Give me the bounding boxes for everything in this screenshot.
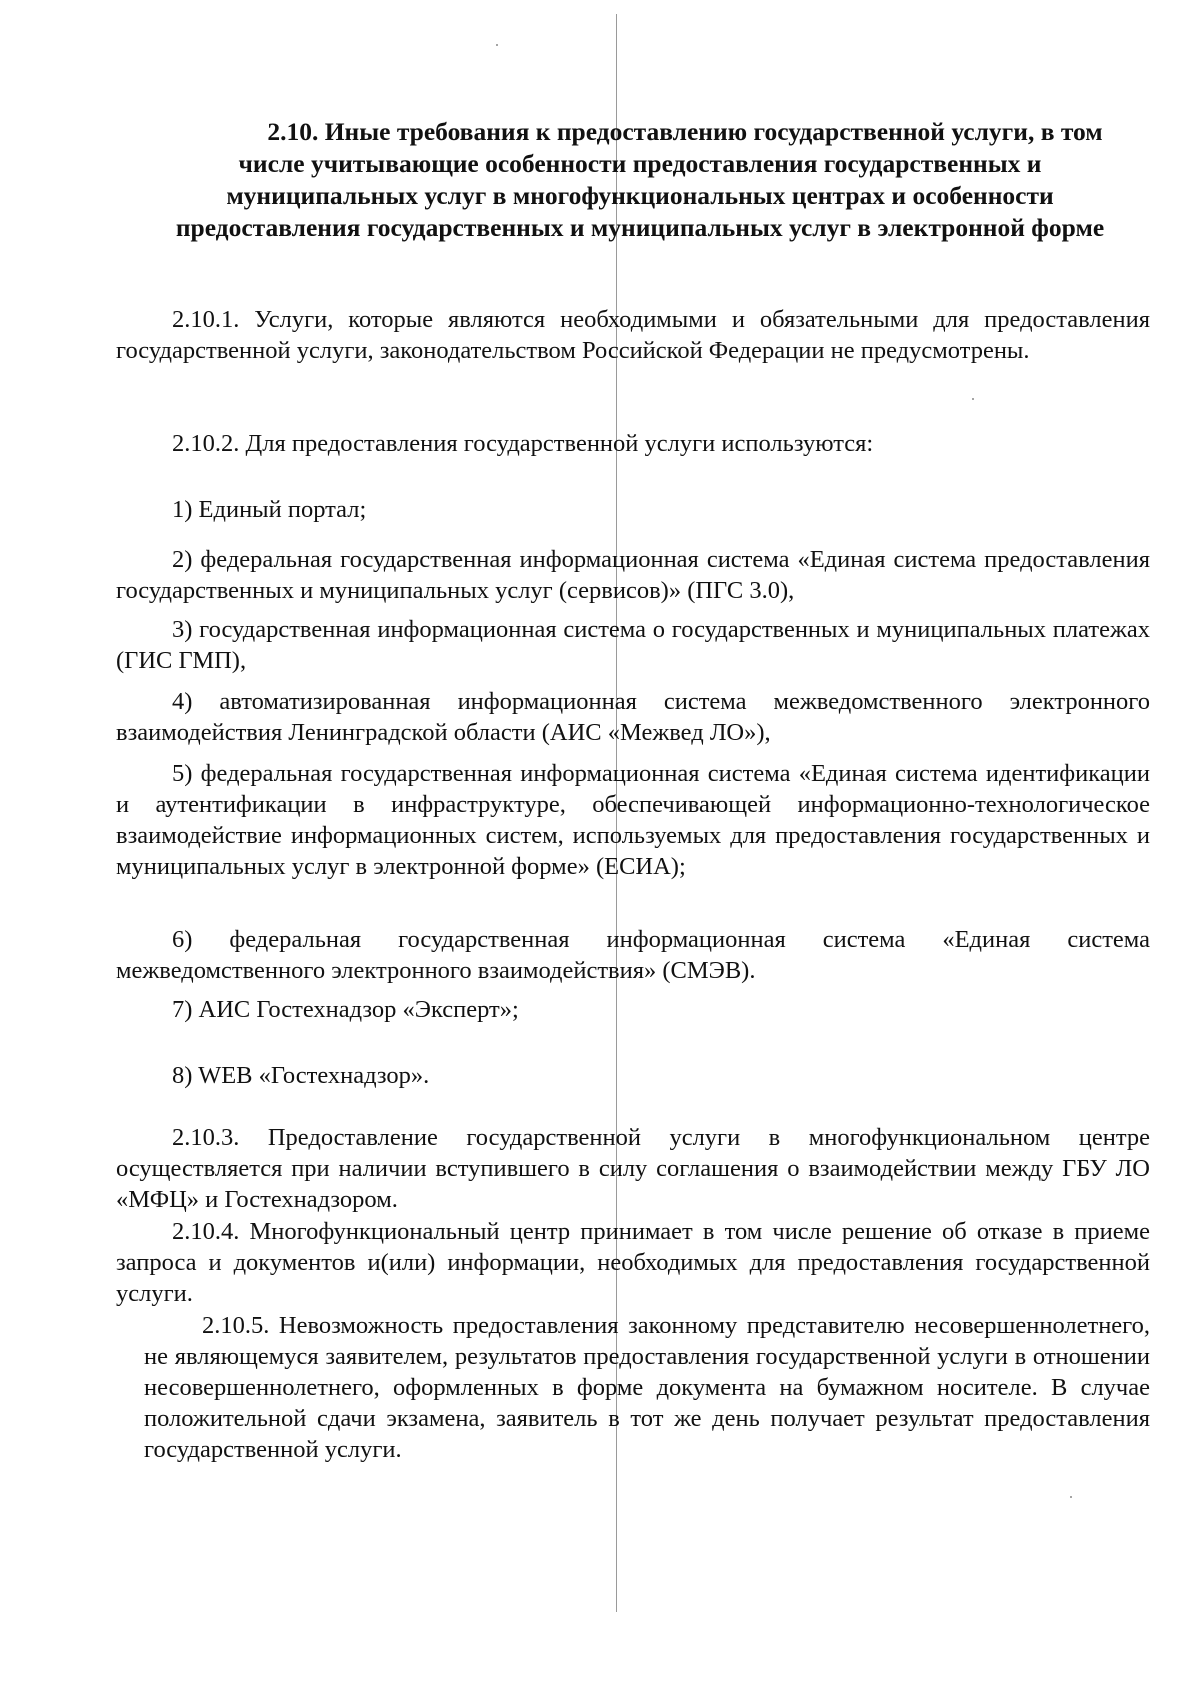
list-item-4: 4) автоматизированная информационная система межведомственного электронного взаимодействия Ленинградской области (АИС «Межвед ЛО»), [116,688,1150,746]
scan-speck [972,398,974,400]
paragraph-2-10-3: 2.10.3. Предоставление государственной услуги в многофункциональном центре осуществляется при наличии вступившего в силу соглашения о взаимодействии между ГБУ ЛО «МФЦ» и Гостехнадзором. [116,1124,1150,1213]
paragraph-2-10-5: 2.10.5. Невозможность предоставления законному представителю несовершеннолетнего, не являющемуся заявителем, результатов предоставления государственной услуги в отношении несовершеннолетнего, оформленных в форме документа на бумажном носителе. В случае положительной сдачи экзамена, заявитель в тот же день получает результат предоставления государственной услуги. [144,1312,1150,1463]
list-item-1: 1) Единый портал; [172,496,367,523]
list-item-6: 6) федеральная государственная информационная система «Единая система межведомственного электронного взаимодействия» (СМЭВ). [116,926,1150,984]
paragraph-2-10-4: 2.10.4. Многофункциональный центр принимает в том числе решение об отказе в приеме запроса и документов и(или) информации, необходимых для предоставления государственной услуги. [116,1218,1150,1307]
list-item-8: 8) WEB «Гостехнадзор». [172,1062,430,1089]
scan-speck [496,44,498,46]
section-heading-rest: числе учитывающие особенности предоставления государственных и муниципальных услуг в многофункциональных центрах и особенности предоставления государственных и муниципальных услуг в электронной форме [175,149,1105,242]
paragraph-2-10-2: 2.10.2. Для предоставления государственной услуги используются: [172,430,874,457]
list-item-3: 3) государственная информационная система о государственных и муниципальных платежах (ГИС ГМП), [116,616,1150,674]
section-heading-line1: 2.10. Иные требования к предоставлению государственной услуги, в том [267,117,1103,146]
list-item-2: 2) федеральная государственная информационная система «Единая система предоставления государственных и муниципальных услуг (сервисов)» (ПГС 3.0), [116,546,1150,604]
list-item-5: 5) федеральная государственная информационная система «Единая система идентификации и аутентификации в инфраструктуре, обеспечивающей информационно-технологическое взаимодействие информационных систем, используемых для предоставления государственных и муниципальных услуг в электронной форме» (ЕСИА); [116,760,1150,880]
scan-speck [1070,1496,1072,1498]
list-item-7: 7) АИС Гостехнадзор «Эксперт»; [172,996,519,1023]
paragraph-2-10-1: 2.10.1. Услуги, которые являются необходимыми и обязательными для предоставления государственной услуги, законодательством Российской Федерации не предусмотрены. [116,306,1150,364]
section-heading [150,116,1130,244]
